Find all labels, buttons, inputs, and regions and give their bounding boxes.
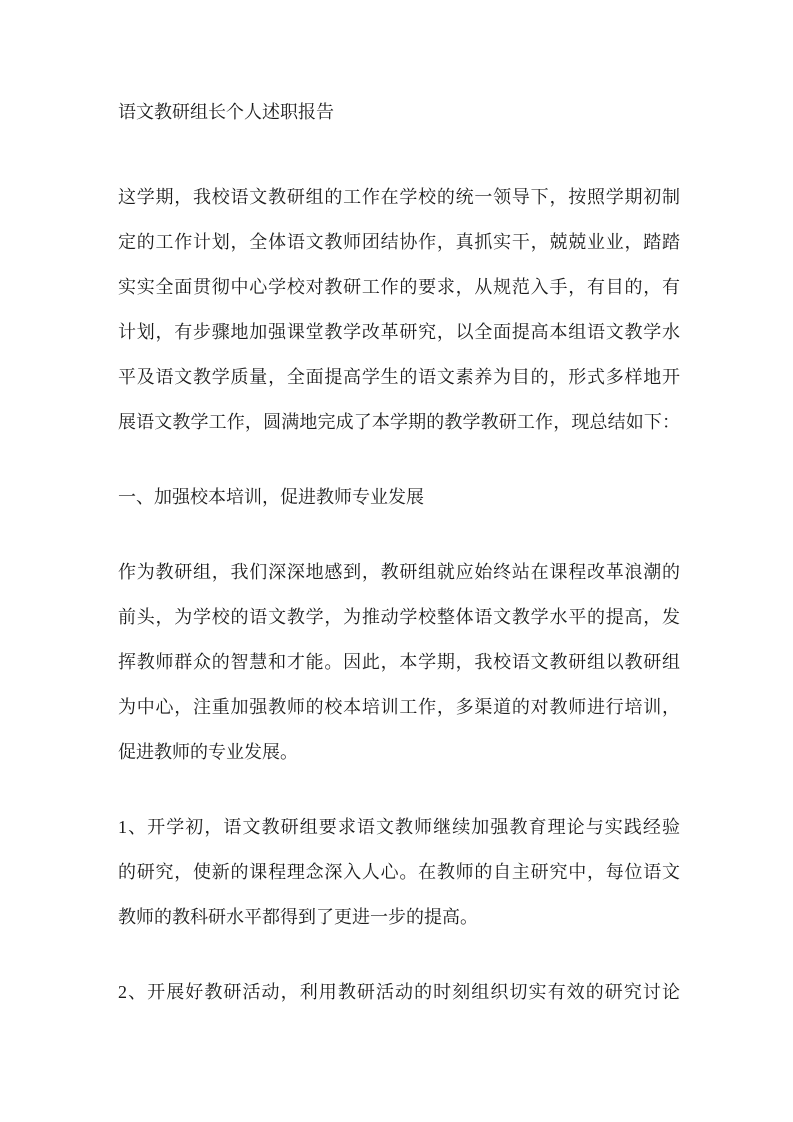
paragraph <box>118 175 680 445</box>
document-title: 语文教研组长个人述职报告 <box>118 102 334 122</box>
document-content <box>118 90 680 1015</box>
text-line: 前头，为学校的语文教学，为推动学校整体语文教学水平的提高，发 <box>118 607 680 627</box>
text-line: 定的工作计划，全体语文教师团结协作，真抓实干，兢兢业业，踏踏 <box>118 232 680 252</box>
text-line: 一、加强校本培训，促进教师专业发展 <box>118 487 424 507</box>
text-line: 的研究，使新的课程理念深入人心。在教师的自主研究中，每位语文 <box>118 862 680 882</box>
text-line: 教师的教科研水平都得到了更进一步的提高。 <box>118 907 478 927</box>
text-line: 挥教师群众的智慧和才能。因此，本学期，我校语文教研组以教研组 <box>118 652 680 672</box>
text-line: 展语文教学工作，圆满地完成了本学期的教学教研工作，现总结如下： <box>118 412 680 432</box>
text-line: 为中心，注重加强教师的校本培训工作，多渠道的对教师进行培训， <box>118 697 680 717</box>
text-line: 2、开展好教研活动，利用教研活动的时刻组织切实有效的研究讨论 <box>118 982 680 1002</box>
text-line: 计划，有步骤地加强课堂教学改革研究，以全面提高本组语文教学水 <box>118 322 680 342</box>
paragraph <box>118 805 680 940</box>
document-body <box>118 175 680 1015</box>
text-line: 这学期，我校语文教研组的工作在学校的统一领导下，按照学期初制 <box>118 187 680 207</box>
text-line: 实实全面贯彻中心学校对教研工作的要求，从规范入手，有目的，有 <box>118 277 680 297</box>
paragraph <box>118 550 680 775</box>
text-line: 促进教师的专业发展。 <box>118 742 298 762</box>
text-line: 1、开学初，语文教研组要求语文教师继续加强教育理论与实践经验 <box>118 817 680 837</box>
paragraph <box>118 970 680 1015</box>
text-line: 作为教研组，我们深深地感到，教研组就应始终站在课程改革浪潮的 <box>118 562 680 582</box>
text-line: 平及语文教学质量，全面提高学生的语文素养为目的，形式多样地开 <box>118 367 680 387</box>
section-heading <box>118 475 680 520</box>
